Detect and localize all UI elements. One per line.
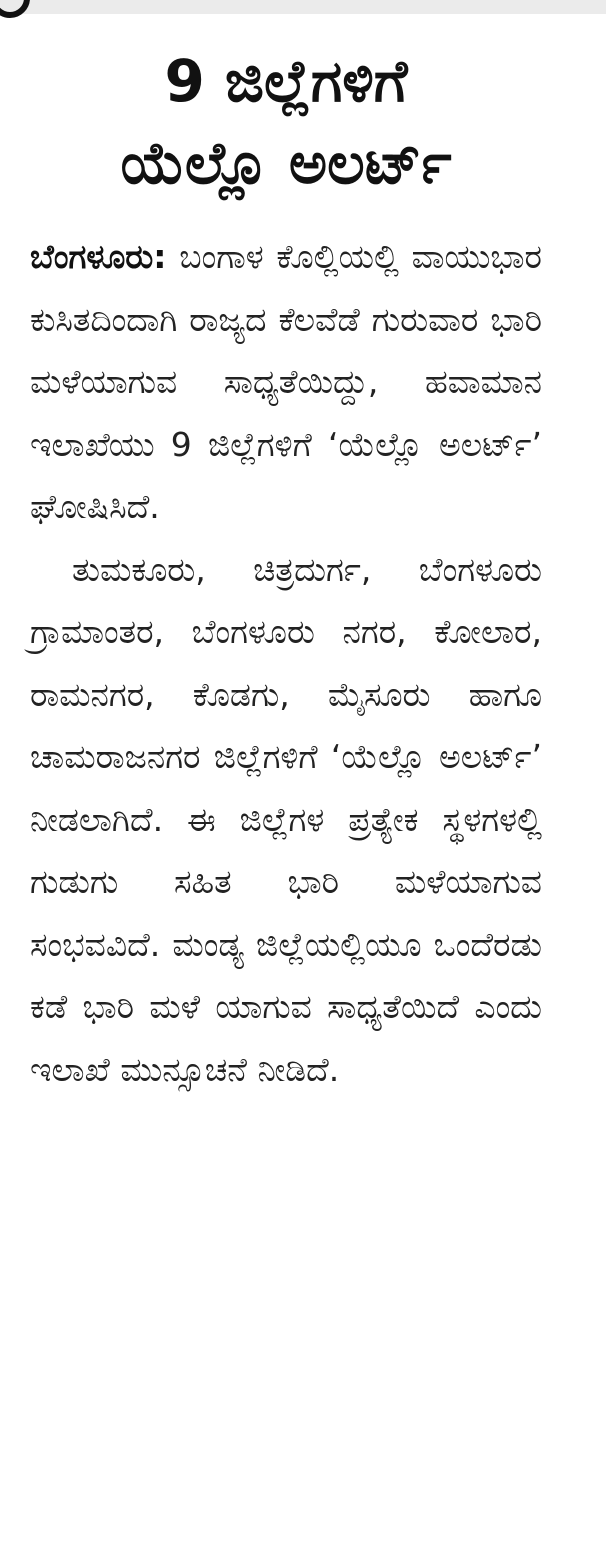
headline-line-2: ಯೆಲ್ಲೊ ಅಲರ್ಟ್ [120, 129, 452, 197]
paragraph-1 [30, 226, 542, 539]
corner-circle-mark [0, 0, 30, 18]
headline-line-1: 9 ಜಿಲ್ಲೆಗಳಿಗೆ [164, 47, 408, 115]
paragraph-2: ತುಮಕೂರು, ಚಿತ್ರದುರ್ಗ, ಬೆಂಗಳೂರು ಗ್ರಾಮಾಂತರ, ಬೆಂಗಳೂರು ನಗರ, ಕೋಲಾರ, ರಾಮನಗರ, ಕೊಡಗು, ಮೈಸೂರು ಹಾಗೂ ಚಾಮರಾಜನಗರ ಜಿಲ್ಲೆಗಳಿಗೆ ‘ಯೆಲ್ಲೊ ಅಲರ್ಟ್’ ನೀಡಲಾಗಿದೆ. ಈ ಜಿಲ್ಲೆಗಳ ಪ್ರತ್ಯೇಕ ಸ್ಥಳಗಳಲ್ಲಿ ಗುಡುಗು ಸಹಿತ ಭಾರಿ ಮಳೆಯಾಗುವ ಸಂಭವವಿದೆ. ಮಂಡ್ಯ ಜಿಲ್ಲೆಯಲ್ಲಿಯೂ ಒಂದೆರಡು ಕಡೆ ಭಾರಿ ಮಳೆ ಯಾಗುವ ಸಾಧ್ಯತೆಯಿದೆ ಎಂದು ಇಲಾಖೆ ಮುನ್ಸೂಚನೆ ನೀಡಿದೆ. [30, 549, 542, 1089]
headline [30, 40, 542, 204]
dateline: ಬೆಂಗಳೂರು: [30, 237, 167, 276]
paragraph-1-text: ಬಂಗಾಳ ಕೊಲ್ಲಿಯಲ್ಲಿ ವಾಯುಭಾರ ಕುಸಿತದಿಂದಾಗಿ ರಾಜ್ಯದ ಕೆಲವೆಡೆ ಗುರುವಾರ ಭಾರಿ ಮಳೆಯಾಗುವ ಸಾಧ್ಯತೆಯಿದ್ದು, ಹವಾಮಾನ ಇಲಾಖೆಯು 9 ಜಿಲ್ಲೆಗಳಿಗೆ ‘ಯೆಲ್ಲೊ ಅಲರ್ಟ್’ ಘೋಷಿಸಿದೆ. [30, 237, 542, 526]
article-body [30, 226, 542, 1101]
top-strip [0, 0, 606, 14]
news-article [30, 40, 542, 1101]
